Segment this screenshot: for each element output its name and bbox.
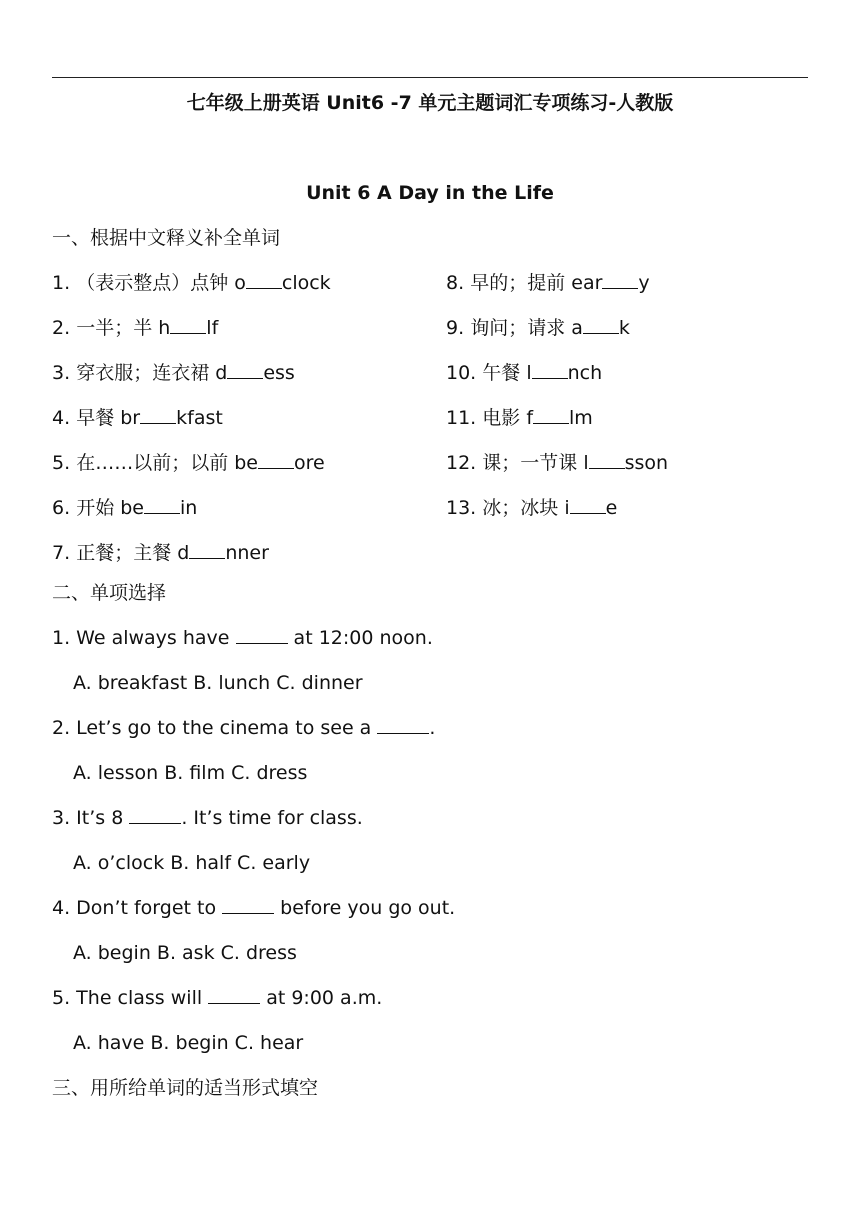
vocab-item-13: 13. 冰；冰块 i e: [446, 497, 618, 519]
question-2-options: A. lesson B. film C. dress: [73, 762, 308, 784]
header-rule: [52, 77, 808, 78]
answer-gap: [589, 467, 625, 469]
answer-blank: [236, 642, 288, 644]
answer-blank: [129, 822, 181, 824]
section3-heading: 三、用所给单词的适当形式填空: [52, 1077, 319, 1099]
vocab-item-11: 11. 电影 f lm: [446, 407, 593, 429]
question-4-options: A. begin B. ask C. dress: [73, 942, 297, 964]
vocab-item-10: 10. 午餐 l nch: [446, 362, 603, 384]
section1-heading: 一、根据中文释义补全单词: [52, 227, 281, 249]
vocab-item-8: 8. 早的；提前 ear y: [446, 272, 650, 294]
vocab-item-9: 9. 询问；请求 a k: [446, 317, 630, 339]
question-3-options: A. o’clock B. half C. early: [73, 852, 311, 874]
vocab-item-4: 4. 早餐 br kfast: [52, 407, 223, 429]
question-1-options: A. breakfast B. lunch C. dinner: [73, 672, 363, 694]
answer-gap: [532, 377, 568, 379]
answer-gap: [258, 467, 294, 469]
vocab-item-12: 12. 课；一节课 l sson: [446, 452, 669, 474]
answer-blank: [222, 912, 274, 914]
answer-gap: [140, 422, 176, 424]
answer-gap: [602, 287, 638, 289]
vocab-item-6: 6. 开始 be in: [52, 497, 198, 519]
unit-title: Unit 6 A Day in the Life: [306, 182, 554, 204]
answer-blank: [377, 732, 429, 734]
section2-heading: 二、单项选择: [52, 582, 167, 604]
question-4: 4. Don’t forget to before you go out.: [52, 897, 456, 919]
question-1: 1. We always have at 12:00 noon.: [52, 627, 433, 649]
vocab-item-7: 7. 正餐；主餐 d nner: [52, 542, 269, 564]
vocab-item-2: 2. 一半；半 h lf: [52, 317, 219, 339]
answer-gap: [570, 512, 606, 514]
answer-gap: [533, 422, 569, 424]
question-2: 2. Let’s go to the cinema to see a .: [52, 717, 436, 739]
question-5: 5. The class will at 9:00 a.m.: [52, 987, 383, 1009]
question-3: 3. It’s 8 . It’s time for class.: [52, 807, 363, 829]
question-5-options: A. have B. begin C. hear: [73, 1032, 304, 1054]
answer-gap: [583, 332, 619, 334]
answer-gap: [170, 332, 206, 334]
answer-gap: [246, 287, 282, 289]
answer-gap: [227, 377, 263, 379]
vocab-item-1: 1. （表示整点）点钟 o clock: [52, 272, 331, 294]
answer-gap: [189, 557, 225, 559]
vocab-item-5: 5. 在……以前；以前 be ore: [52, 452, 325, 474]
vocab-item-3: 3. 穿衣服；连衣裙 d ess: [52, 362, 295, 384]
answer-gap: [144, 512, 180, 514]
document-title: 七年级上册英语 Unit6 -7 单元主题词汇专项练习-人教版: [186, 92, 674, 114]
answer-blank: [208, 1002, 260, 1004]
